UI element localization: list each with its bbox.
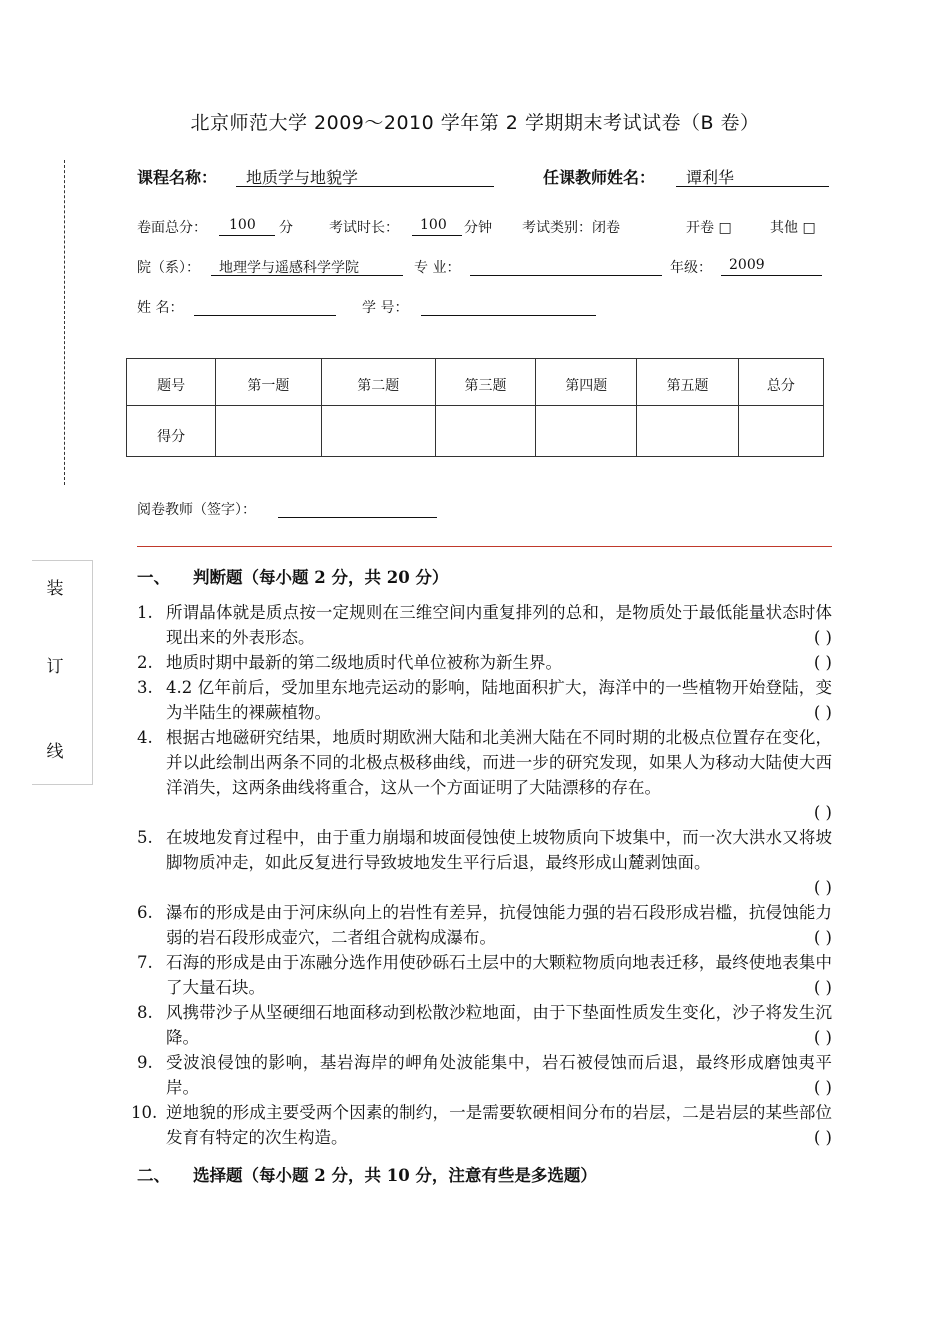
- grade-field: [721, 257, 822, 276]
- duration-unit: 分钟: [464, 220, 492, 236]
- total-score-unit: 分: [279, 220, 293, 236]
- question-item: [137, 825, 832, 900]
- score-table-header: 第四题: [536, 359, 637, 406]
- answer-blank[interactable]: ( ): [813, 653, 832, 672]
- score-table-score-row: [127, 406, 824, 457]
- question-item: [137, 650, 832, 675]
- name-field[interactable]: [194, 297, 336, 316]
- question-number: 3.: [137, 678, 153, 697]
- score-table-header: 题号: [127, 359, 216, 406]
- section-1-title: 判断题（每小题 2 分，共 20 分）: [193, 568, 449, 587]
- question-number: 1.: [137, 603, 153, 622]
- score-cell[interactable]: [216, 406, 321, 457]
- grade-value: 2009: [729, 257, 765, 273]
- score-table-header: 第五题: [637, 359, 738, 406]
- department-label: 院（系）：: [137, 260, 200, 276]
- question-item: [137, 1050, 832, 1100]
- question-number: 2.: [137, 653, 153, 672]
- section-2-title: 选择题（每小题 2 分，共 10 分，注意有些是多选题）: [193, 1166, 597, 1185]
- question-text: 4.2 亿年前后，受加里东地壳运动的影响，陆地面积扩大，海洋中的一些植物开始登陆，变为半陆生的裸蕨植物。: [166, 678, 832, 722]
- grader-signature-field[interactable]: [278, 499, 437, 518]
- score-table-header: 第一题: [216, 359, 321, 406]
- score-cell[interactable]: [435, 406, 535, 457]
- answer-blank[interactable]: ( ): [813, 703, 832, 722]
- section-1-number: 一、: [137, 568, 170, 587]
- score-table-header: 总分: [738, 359, 823, 406]
- department-value: 地理学与遥感科学学院: [219, 260, 359, 276]
- section-2-number: 二、: [137, 1166, 170, 1185]
- major-label: 专 业：: [414, 260, 461, 276]
- duration-value: 100: [420, 217, 447, 233]
- question-item: [137, 675, 832, 725]
- question-item: [137, 1000, 832, 1050]
- question-text: 在坡地发育过程中，由于重力崩塌和坡面侵蚀使上坡物质向下坡集中，而一次大洪水又将坡脚物质冲走，如此反复进行导致坡地发生平行后退，最终形成山麓剥蚀面。: [166, 828, 832, 872]
- grade-label: 年级：: [670, 260, 712, 276]
- answer-blank[interactable]: ( ): [813, 1078, 832, 1097]
- score-table: [126, 358, 824, 457]
- answer-blank[interactable]: ( ): [813, 928, 832, 947]
- question-item: [131, 1100, 832, 1150]
- score-cell[interactable]: [536, 406, 637, 457]
- score-cell[interactable]: [738, 406, 823, 457]
- score-table-header: 第二题: [321, 359, 435, 406]
- binding-dashed-line: [64, 160, 65, 485]
- question-number: 8.: [137, 1003, 153, 1022]
- score-table-header-row: [127, 359, 824, 406]
- other-checkbox[interactable]: 其他 □: [770, 220, 816, 236]
- major-field[interactable]: [470, 257, 662, 276]
- student-id-field[interactable]: [421, 297, 596, 316]
- score-cell[interactable]: [637, 406, 738, 457]
- question-item: [137, 900, 832, 950]
- student-id-label: 学 号：: [362, 300, 409, 316]
- binding-char: 装: [46, 579, 64, 599]
- answer-blank[interactable]: ( ): [813, 803, 832, 822]
- question-number: 7.: [137, 953, 153, 972]
- question-text: 所谓晶体就是质点按一定规则在三维空间内重复排列的总和，是物质处于最低能量状态时体现出来的外表形态。: [166, 603, 832, 647]
- name-label: 姓 名：: [137, 300, 184, 316]
- question-text: 根据古地磁研究结果，地质时期欧洲大陆和北美洲大陆在不同时期的北极点位置存在变化，并以此绘制出两条不同的北极点极移曲线，而进一步的研究发现，如果人为移动大陆使大西洋消失，这两条曲线将重合，这从一个方面证明了大陆漂移的存在。: [166, 728, 832, 797]
- exam-type-label: 考试类别：闭卷: [522, 220, 620, 236]
- total-score-field: [219, 217, 275, 236]
- question-number: 9.: [137, 1053, 153, 1072]
- grader-signature-label: 阅卷教师（签字）：: [137, 502, 256, 518]
- question-text: 石海的形成是由于冻融分选作用使砂砾石土层中的大颗粒物质向地表迁移，最终使地表集中了大量石块。: [166, 953, 832, 997]
- answer-blank[interactable]: ( ): [813, 1028, 832, 1047]
- question-text: 受波浪侵蚀的影响，基岩海岸的岬角处波能集中，岩石被侵蚀而后退，最终形成磨蚀夷平岸。: [166, 1053, 832, 1097]
- answer-blank[interactable]: ( ): [813, 878, 832, 897]
- question-number: 10.: [131, 1103, 158, 1122]
- question-text: 瀑布的形成是由于河床纵向上的岩性有差异，抗侵蚀能力强的岩石段形成岩槛，抗侵蚀能力弱的岩石段形成壶穴，二者组合就构成瀑布。: [166, 903, 832, 947]
- question-item: [137, 950, 832, 1000]
- answer-blank[interactable]: ( ): [813, 628, 832, 647]
- course-label: 课程名称：: [137, 168, 218, 187]
- question-text: 逆地貌的形成主要受两个因素的制约，一是需要软硬相间分布的岩层，二是岩层的某些部位发育有特定的次生构造。: [166, 1103, 832, 1147]
- score-table-header: 第三题: [435, 359, 535, 406]
- course-field: [236, 165, 494, 187]
- teacher-label: 任课教师姓名：: [543, 168, 656, 187]
- question-item: [137, 600, 832, 650]
- total-score-value: 100: [229, 217, 256, 233]
- question-number: 4.: [137, 728, 153, 747]
- answer-blank[interactable]: ( ): [813, 1128, 832, 1147]
- score-row-label: 得分: [127, 406, 216, 457]
- exam-title: 北京师范大学 2009～2010 学年第 2 学期期末考试试卷（B 卷）: [190, 112, 760, 134]
- binding-char: 订: [46, 657, 64, 677]
- question-item: [137, 725, 832, 825]
- question-number: 6.: [137, 903, 153, 922]
- binding-char: 线: [46, 742, 64, 762]
- total-score-label: 卷面总分：: [137, 220, 207, 236]
- duration-label: 考试时长：: [329, 220, 399, 236]
- duration-field: [412, 217, 462, 236]
- question-text: 地质时期中最新的第二级地质时代单位被称为新生界。: [166, 653, 562, 672]
- department-field: [211, 257, 403, 276]
- teacher-field: [676, 165, 829, 187]
- question-text: 风携带沙子从坚硬细石地面移动到松散沙粒地面，由于下垫面性质发生变化，沙子将发生沉降。: [166, 1003, 832, 1047]
- course-value: 地质学与地貌学: [246, 168, 359, 187]
- score-cell[interactable]: [321, 406, 435, 457]
- open-book-checkbox[interactable]: 开卷 □: [686, 220, 732, 236]
- section-divider: [137, 546, 832, 547]
- question-number: 5.: [137, 828, 153, 847]
- teacher-value: 谭利华: [686, 168, 735, 187]
- answer-blank[interactable]: ( ): [813, 978, 832, 997]
